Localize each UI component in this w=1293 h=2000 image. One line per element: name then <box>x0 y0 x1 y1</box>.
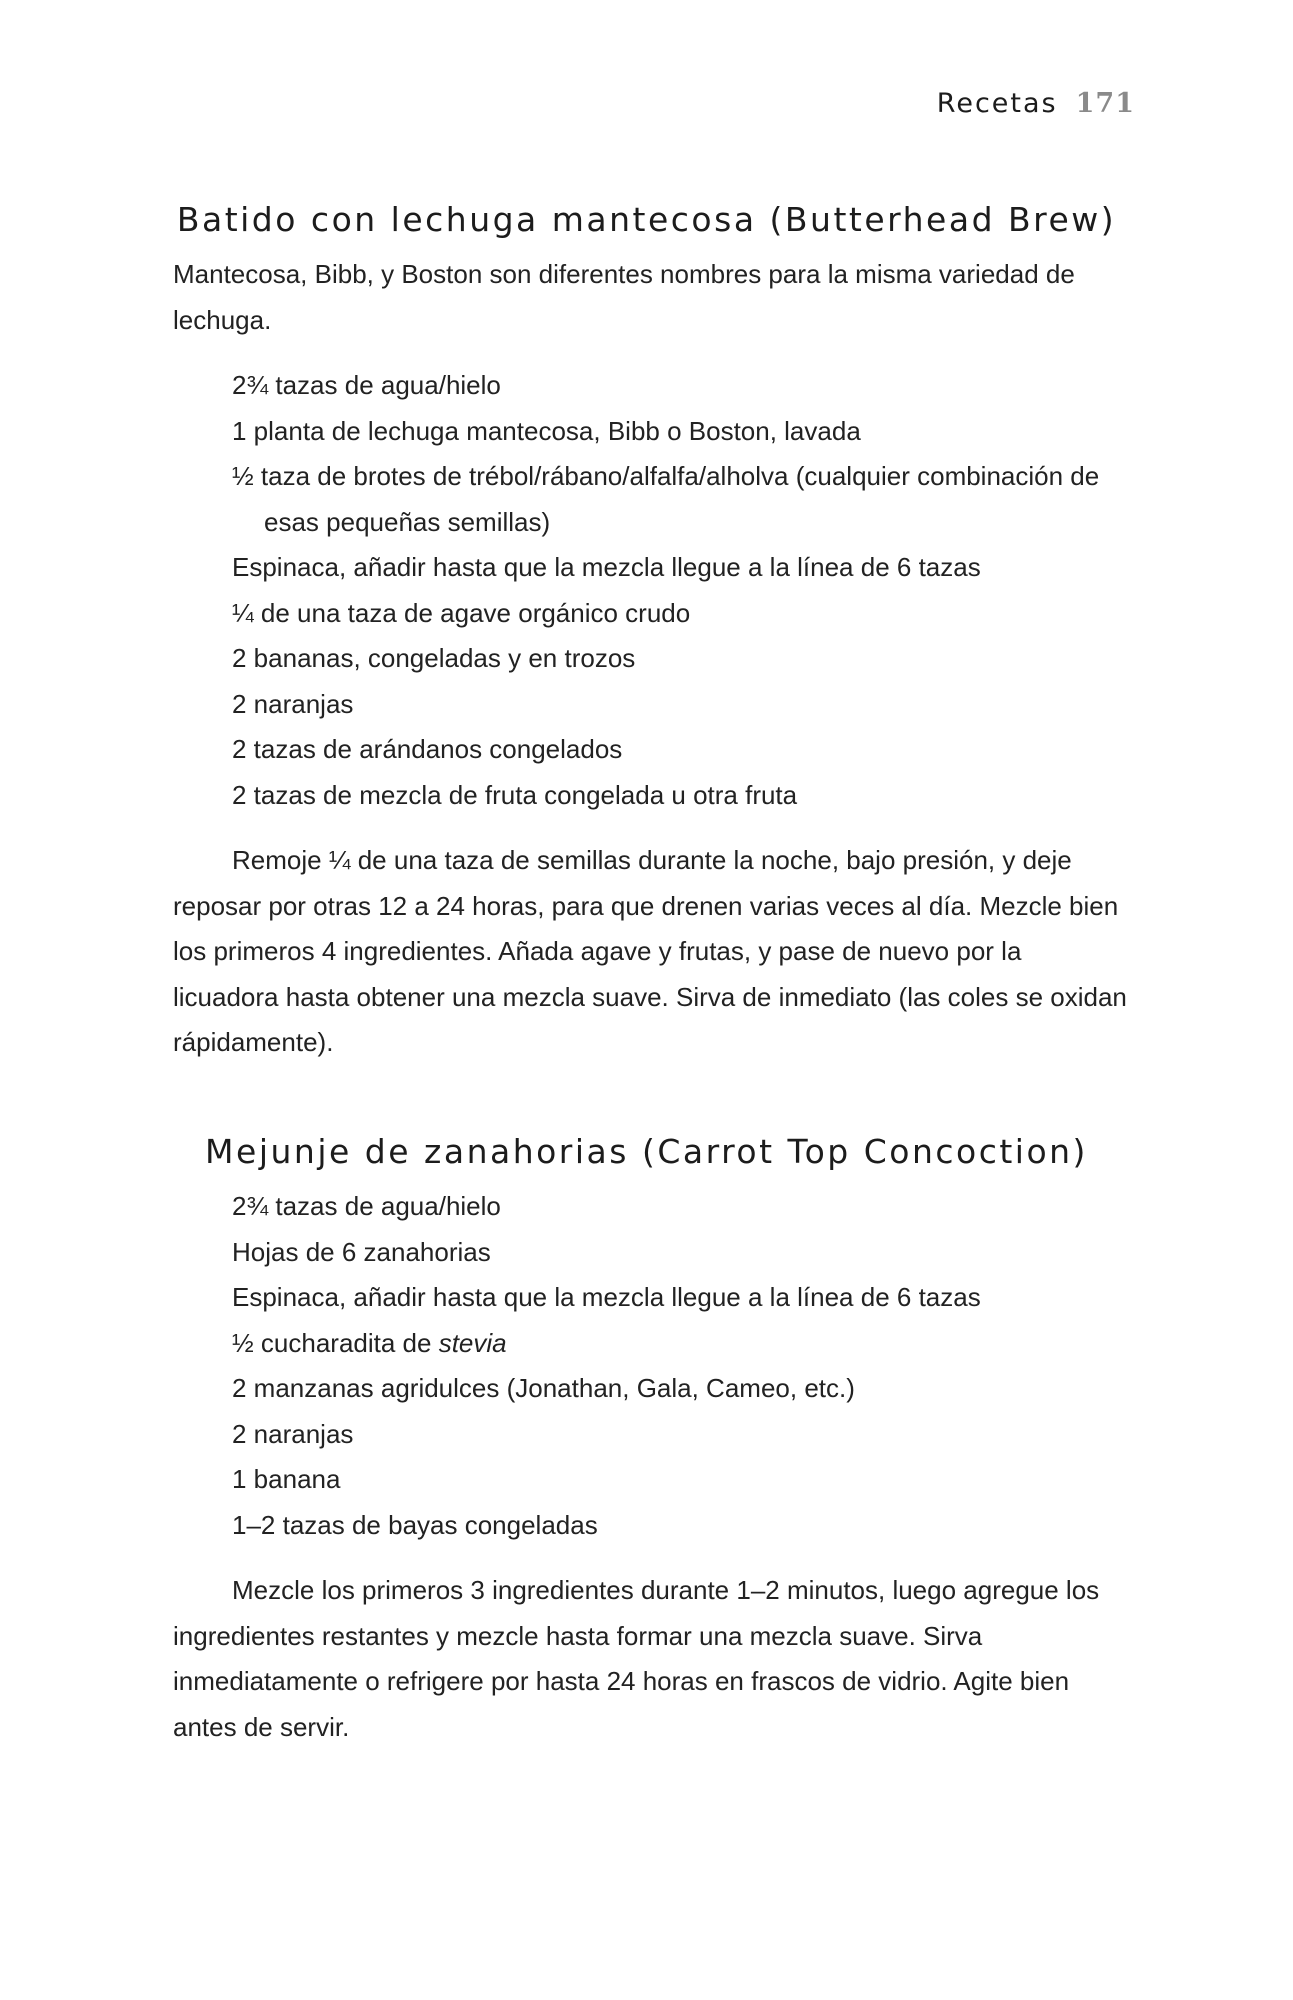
recipe-title-carrot-top-concoction: Mejunje de zanahorias (Carrot Top Concoction) <box>205 1132 1088 1171</box>
recipe-title-butterhead-brew: Batido con lechuga mantecosa (Butterhead Brew) <box>176 200 1117 239</box>
ingredient-item: 2¾ tazas de agua/hielo <box>232 1191 501 1221</box>
recipe-instructions-carrot-top-concoction <box>173 1568 1133 1750</box>
instructions-text: Remoje ¼ de una taza de semillas durante la noche, bajo presión, y deje reposar por otras 12 a 24 horas, para que drenen varias veces al día. Mezcle bien los primeros 4 ingredientes. Añada agave y frutas, y pase de nuevo por la licuadora hasta obtener una mezcla suave. Sirva de inmediato (las coles se oxidan rápidamente). <box>173 845 1127 1057</box>
ingredient-item: 2¾ tazas de agua/hielo <box>232 370 501 400</box>
ingredient-item: ¼ de una taza de agave orgánico crudo <box>232 597 691 628</box>
ingredient-item: 1 banana <box>232 1464 341 1494</box>
ingredient-list-carrot-top-concoction <box>232 1184 1132 1548</box>
ingredient-item: 2 bananas, congeladas y en trozos <box>232 643 636 673</box>
running-head <box>937 88 1135 119</box>
ingredient-item: 2 tazas de arándanos congelados <box>232 734 623 764</box>
ingredient-item: 2 naranjas <box>232 688 354 719</box>
ingredient-item: ½ taza de brotes de trébol/rábano/alfalfa/alholva (cualquier combinación de esas pequeñas semillas) <box>232 461 1100 537</box>
instructions-text: Mezcle los primeros 3 ingredientes durante 1–2 minutos, luego agregue los ingredientes restantes y mezcle hasta formar una mezcla suave. Sirva inmediatamente o refrigere por hasta 24 horas en frascos de vidrio. Agite bien antes de servir. <box>173 1575 1100 1742</box>
page-number: 171 <box>1075 88 1135 119</box>
recipe-intro-text: Mantecosa, Bibb, y Boston son diferentes nombres para la misma variedad de lechuga. <box>173 259 1075 335</box>
ingredient-item: Espinaca, añadir hasta que la mezcla llegue a la línea de 6 tazas <box>232 1282 981 1312</box>
ingredient-item: Espinaca, añadir hasta que la mezcla llegue a la línea de 6 tazas <box>232 552 981 582</box>
ingredient-item: 1–2 tazas de bayas congeladas <box>232 1509 598 1540</box>
running-head-section: Recetas <box>936 88 1058 119</box>
ingredient-item: Hojas de 6 zanahorias <box>232 1236 491 1267</box>
ingredient-item: 1 planta de lechuga mantecosa, Bibb o Boston, lavada <box>232 415 861 446</box>
recipe-instructions-butterhead-brew <box>173 838 1133 1066</box>
ingredient-list-butterhead-brew <box>232 363 1132 818</box>
ingredient-text: ½ cucharadita de <box>232 1327 439 1358</box>
recipe-intro <box>173 252 1133 343</box>
ingredient-item: 2 manzanas agridulces (Jonathan, Gala, Cameo, etc.) <box>232 1373 855 1403</box>
ingredient-item: 2 tazas de mezcla de fruta congelada u otra fruta <box>232 779 798 810</box>
ingredient-item-stevia <box>232 1321 1132 1367</box>
ingredient-item: 2 naranjas <box>232 1418 354 1449</box>
ingredient-italic-term: stevia <box>438 1327 507 1358</box>
